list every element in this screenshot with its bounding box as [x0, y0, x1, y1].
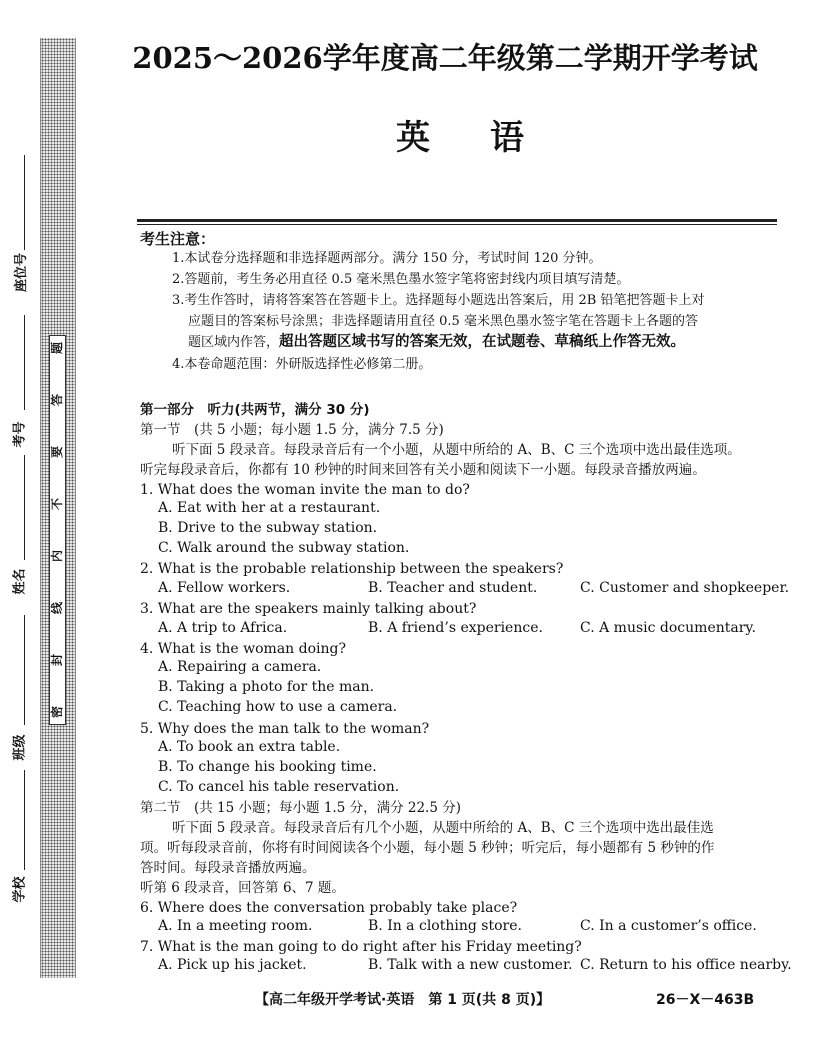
option-b[interactable]: B. Taking a photo for the man.	[158, 679, 375, 695]
seal-char: 线	[50, 601, 65, 615]
option-c[interactable]: C. Walk around the subway station.	[158, 540, 410, 556]
part1-heading: 第一部分 听力(共两节，满分 30 分)	[140, 402, 370, 418]
option-b[interactable]: B. In a clothing store.	[368, 918, 522, 934]
header-rule-thin	[137, 224, 777, 225]
notice-heading: 考生注意：	[140, 230, 216, 248]
option-b[interactable]: B. To change his booking time.	[158, 759, 377, 775]
option-a[interactable]: A. A trip to Africa.	[158, 620, 288, 636]
section1-instructions: 听下面 5 段录音。每段录音后有一个小题，从题中所给的 A、B、C 三个选项中选出最佳选项。	[172, 442, 741, 458]
question-stem: 6. Where does the conversation probably take place?	[140, 900, 518, 916]
seal-char: 要	[50, 445, 65, 459]
seal-char: 不	[50, 497, 65, 511]
exam-title: 2025～2026学年度高二年级第二学期开学考试	[132, 41, 758, 75]
segment-note: 听第 6 段录音，回答第 6、7 题。	[140, 880, 345, 896]
notice-bold-warning: 超出答题区域书写的答案无效，在试题卷、草稿纸上作答无效。	[279, 334, 686, 350]
option-b[interactable]: B. Talk with a new customer.	[368, 957, 573, 973]
exam-code: 26－X－463B	[656, 992, 755, 1008]
school-line[interactable]	[24, 770, 25, 870]
seal-char: 答	[50, 393, 65, 407]
name-label: 姓名	[12, 568, 28, 595]
seal-char: 内	[50, 549, 65, 563]
option-c[interactable]: C. A music documentary.	[580, 620, 756, 636]
question-stem: 1. What does the woman invite the man to do?	[140, 482, 470, 498]
class-label: 班级	[12, 734, 28, 761]
seat-number-label: 座位号	[14, 252, 30, 293]
name-line[interactable]	[24, 455, 25, 560]
option-b[interactable]: B. Drive to the subway station.	[158, 520, 378, 536]
section2-heading: 第二节 (共 15 小题；每小题 1.5 分，满分 22.5 分)	[140, 800, 461, 816]
notice-item: 3.考生作答时，请将答案答在答题卡上。选择题每小题选出答案后，用 2B 铅笔把答题卡上对	[172, 293, 705, 308]
option-a[interactable]: A. Fellow workers.	[158, 580, 291, 596]
section2-instructions: 项。听每段录音前，你将有时间阅读各个小题，每小题 5 秒钟；听完后，每小题都有 5 秒钟的作	[140, 840, 715, 856]
option-a[interactable]: A. To book an extra table.	[158, 739, 341, 755]
notice-item: 2.答题前，考生务必用直径 0.5 毫米黑色墨水签字笔将密封线内项目填写清楚。	[172, 272, 630, 287]
header-rule	[137, 219, 777, 222]
question-stem: 5. Why does the man talk to the woman?	[140, 721, 430, 737]
seat-number-line[interactable]	[24, 155, 25, 250]
option-c[interactable]: C. Customer and shopkeeper.	[580, 580, 790, 596]
question-stem: 7. What is the man going to do right after his Friday meeting?	[140, 939, 582, 955]
question-stem: 2. What is the probable relationship between the speakers?	[140, 561, 564, 577]
section2-instructions: 答时间。每段录音播放两遍。	[140, 860, 316, 876]
school-label: 学校	[12, 876, 28, 903]
option-c[interactable]: C. In a customer’s office.	[580, 918, 757, 934]
class-line[interactable]	[24, 615, 25, 725]
option-a[interactable]: A. Repairing a camera.	[158, 659, 322, 675]
option-a[interactable]: A. Pick up his jacket.	[158, 957, 307, 973]
option-c[interactable]: C. To cancel his table reservation.	[158, 779, 400, 795]
notice-item: 应题目的答案标号涂黑；非选择题请用直径 0.5 毫米黑色墨水签字笔在答题卡上各题的答	[188, 314, 698, 329]
section2-instructions: 听下面 5 段录音。每段录音后有几个小题，从题中所给的 A、B、C 三个选项中选出最佳选	[172, 820, 714, 836]
option-b[interactable]: B. Teacher and student.	[368, 580, 538, 596]
section1-heading: 第一节 (共 5 小题；每小题 1.5 分，满分 7.5 分)	[140, 422, 444, 438]
notice-item-with-warning	[188, 332, 798, 353]
seal-line-box	[49, 335, 66, 725]
notice-item-text: 题区域内作答，	[188, 335, 280, 350]
section1-instructions: 听完每段录音后，你都有 10 秒钟的时间来回答有关小题和阅读下一小题。每段录音播放两遍。	[140, 462, 706, 478]
option-b[interactable]: B. A friend’s experience.	[368, 620, 543, 636]
notice-item: 1.本试卷分选择题和非选择题两部分。满分 150 分，考试时间 120 分钟。	[172, 251, 602, 266]
seal-char: 密	[50, 705, 65, 719]
notice-item: 4.本卷命题范围：外研版选择性必修第二册。	[172, 357, 432, 372]
option-c[interactable]: C. Teaching how to use a camera.	[158, 699, 398, 715]
question-stem: 3. What are the speakers mainly talking about?	[140, 601, 477, 617]
question-stem: 4. What is the woman doing?	[140, 641, 346, 657]
option-a[interactable]: A. In a meeting room.	[158, 918, 313, 934]
option-a[interactable]: A. Eat with her at a restaurant.	[158, 500, 381, 516]
seal-char: 题	[50, 341, 65, 355]
exam-number-label: 考号	[12, 421, 28, 448]
subject-title: 英语	[396, 118, 584, 158]
seal-char: 封	[50, 653, 65, 667]
exam-number-line[interactable]	[24, 315, 25, 410]
page-footer: 【高二年级开学考试·英语 第 1 页(共 8 页)】	[255, 992, 551, 1008]
option-c[interactable]: C. Return to his office nearby.	[580, 957, 792, 973]
